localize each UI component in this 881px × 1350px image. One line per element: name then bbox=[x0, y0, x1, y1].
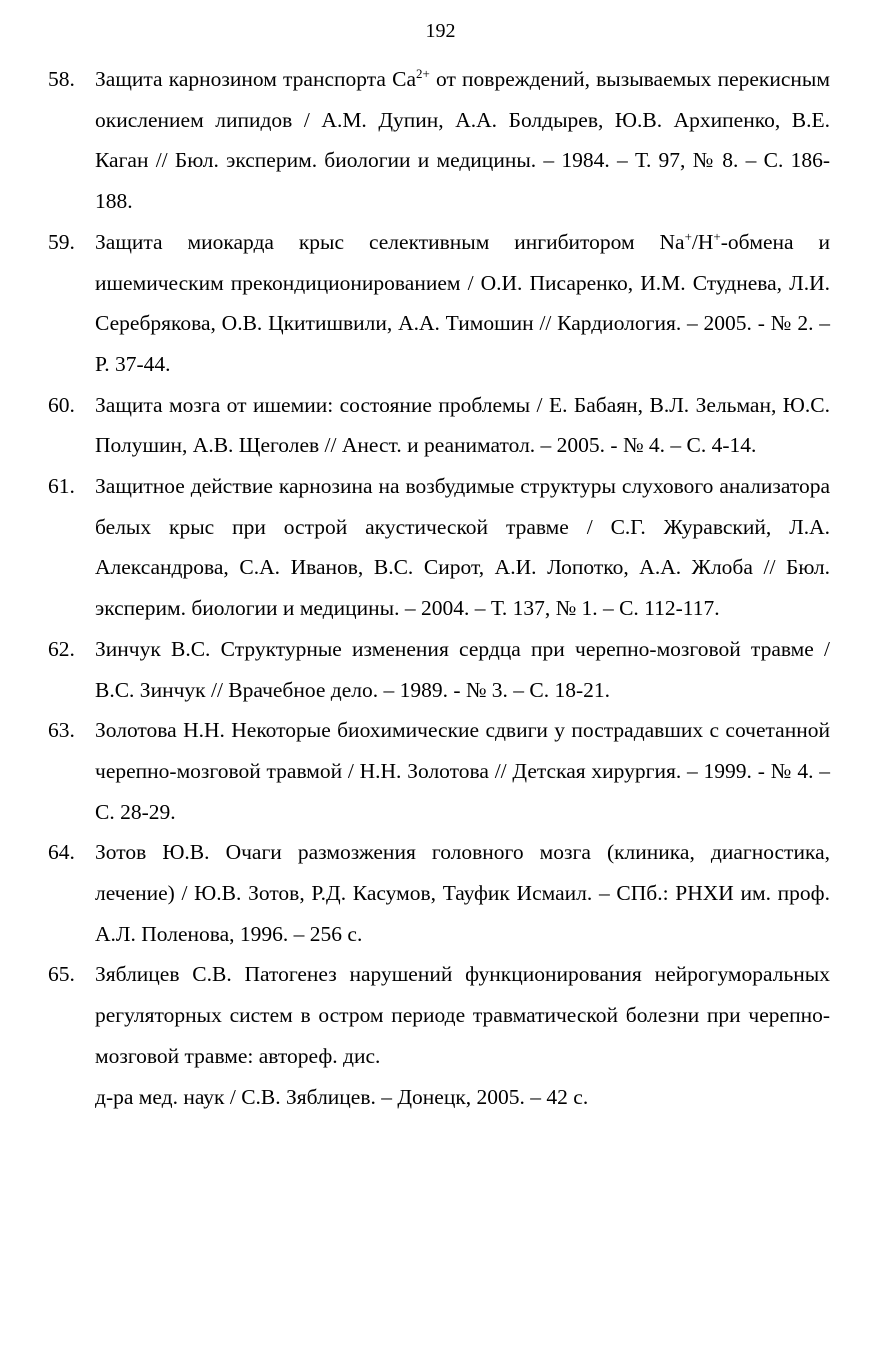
reference-number: 61. bbox=[48, 474, 75, 499]
reference-text: Защита миокарда крыс селективным ингибитором Na+/H+-обмена и ишемическим прекондиционированием / О.И. Писаренко, И.М. Студнева, Л.И. Серебрякова, О.В. Цкитишвили, А.А. Тимошин // Кардиология. – 2005. - № 2. – Р. 37-44. bbox=[95, 228, 830, 376]
reference-text-line: д-ра мед. наук / С.В. Зяблицев. – Донецк, 2005. – 42 с. bbox=[95, 1084, 589, 1109]
reference-item bbox=[48, 222, 830, 385]
superscript-charge: + bbox=[684, 228, 692, 244]
reference-number: 65. bbox=[48, 962, 75, 987]
superscript-charge: + bbox=[713, 228, 721, 244]
reference-text: Зинчук В.С. Структурные изменения сердца при черепно-мозговой травме / В.С. Зинчук // Врачебное дело. – 1989. - № 3. – С. 18-21. bbox=[95, 636, 830, 702]
reference-number: 64. bbox=[48, 840, 75, 865]
reference-text: Защитное действие карнозина на возбудимые структуры слухового анализатора белых крыс при острой акустической травме / С.Г. Журавский, Л.А. Александрова, С.А. Иванов, В.С. Сирот, А.И. Лопотко, А.А. Жлоба // Бюл. эксперим. биологии и медицины. – 2004. – Т. 137, № 1. – С. 112-117. bbox=[95, 474, 830, 621]
reference-item bbox=[48, 954, 830, 1117]
reference-item bbox=[48, 629, 830, 710]
reference-item bbox=[48, 710, 830, 832]
reference-text: Зяблицев С.В. Патогенез нарушений функционирования нейрогуморальных регуляторных систем в остром периоде травматической болезни при черепно-мозговой травме: автореф. дис. д-ра мед. наук / С.В. Зяблицев. – Донецк, 2005. – 42 с. bbox=[95, 962, 830, 1117]
reference-item bbox=[48, 59, 830, 222]
reference-item bbox=[48, 832, 830, 954]
reference-text: Зотов Ю.В. Очаги размозжения головного мозга (клиника, диагностика, лечение) / Ю.В. Зотов, Р.Д. Касумов, Тауфик Исмаил. – СПб.: РНХИ им. проф. А.Л. Поленова, 1996. – 256 с. bbox=[95, 840, 830, 946]
reference-list bbox=[48, 59, 830, 1117]
reference-number: 63. bbox=[48, 718, 75, 743]
reference-item bbox=[48, 385, 830, 466]
reference-number: 62. bbox=[48, 636, 75, 661]
reference-item bbox=[48, 466, 830, 629]
reference-text: Защита мозга от ишемии: состояние проблемы / Е. Бабаян, В.Л. Зельман, Ю.С. Полушин, А.В. Щеголев // Анест. и реаниматол. – 2005. - № 4. – С. 4-14. bbox=[95, 392, 830, 458]
reference-number: 60. bbox=[48, 392, 75, 417]
reference-number: 59. bbox=[48, 229, 75, 254]
page-number: 192 bbox=[425, 20, 456, 42]
superscript-charge: 2+ bbox=[416, 66, 430, 81]
reference-number: 58. bbox=[48, 67, 75, 91]
reference-text: Золотова Н.Н. Некоторые биохимические сдвиги у пострадавших с сочетанной черепно-мозговой травмой / Н.Н. Золотова // Детская хирургия. – 1999. - № 4. – С. 28-29. bbox=[95, 718, 830, 824]
reference-text: Защита карнозином транспорта $Ca^{2+}$ от повреждений, вызываемых перекисным окислением липидов / А.М. Дупин, А.А. Болдырев, Ю.В. Архипенко, В.Е. Каган // Бюл. эксперим. биологии и медицины. – 1984. – Т. 97, № 8. – С. 186-188. bbox=[95, 66, 830, 214]
